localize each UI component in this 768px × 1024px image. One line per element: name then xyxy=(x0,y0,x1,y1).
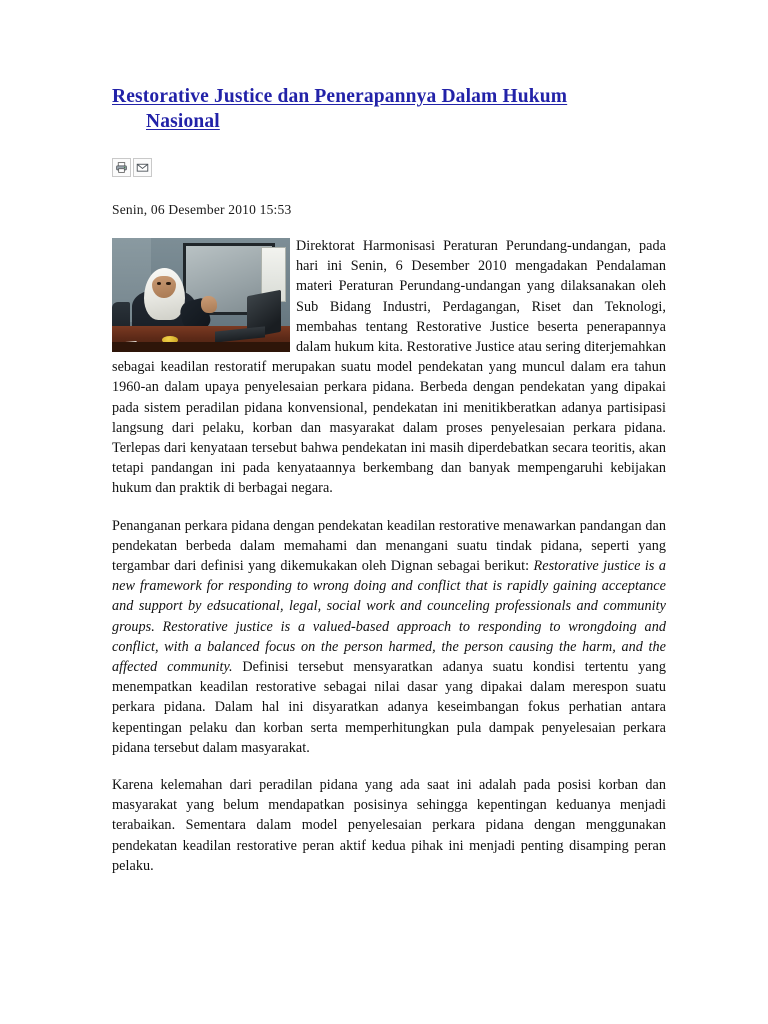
paragraph-1-text: Direktorat Harmonisasi Peraturan Perundang-undangan, pada hari ini Senin, 6 Desember 2010 mengadakan Pendalaman materi Peraturan Perundang-undangan yang dilaksanakan oleh Sub Bidang Industri, Perdagangan, Riset dan Teknologi, membahas tentang Restorative Justice beserta penerapannya dalam hukum kita. Restorative Justice atau sering diterjemahkan sebagai keadilan restoratif merupakan suatu model pendekatan yang muncul dalam era tahun 1960-an dalam upaya penyelesaian perkara pidana. Berbeda dengan pendekatan yang dipakai pada sistem peradilan pidana konvensional, pendekatan ini menitikberatkan adanya partisipasi langsung dari pelaku, korban dan masyarakat dalam proses penyelesaian perkara pidana. Terlepas dari kenyataan tersebut bahwa pendekatan ini masih diperdebatkan secara teoritis, akan tetapi pandangan ini pada kenyataannya berkembang dan banyak mempengaruhi kebijakan hukum dan praktik di berbagai negara. xyxy=(112,238,666,497)
paragraph-2 xyxy=(112,516,666,758)
paragraph-2-outro: Definisi tersebut mensyaratkan adanya suatu kondisi tertentu yang menempatkan keadilan restorative sebagai nilai dasar yang dipakai dalam merespon suatu perkara pidana. Dalam hal ini disyaratkan adanya keseimbangan fokus perhatian antara kepentingan pelaku dan korban serta memperhitungkan pula dampak penyelesaian perkara pidana tersebut dalam masyarakat. xyxy=(112,659,666,756)
paragraph-2-quote: Restorative justice is a new framework for responding to wrong doing and conflict that is rapidly gaining acceptance and support by edsucational, legal, social work and counceling professionals and community groups. Restorative justice is a valued-based approach to responding to wrongdoing and conflict, with a balanced focus on the person harmed, the person causing the harm, and the affected community. xyxy=(112,558,667,676)
photo-desk-front xyxy=(112,342,290,352)
article-title-line-1: Restorative Justice dan Penerapannya Dalam Hukum xyxy=(112,86,568,107)
email-button[interactable] xyxy=(133,158,152,177)
article-date: Senin, 06 Desember 2010 15:53 xyxy=(112,202,292,217)
photo-person-eye-left xyxy=(157,282,161,285)
paragraph-3 xyxy=(112,775,666,876)
envelope-icon xyxy=(136,161,149,174)
article-title-line-2: Nasional xyxy=(146,111,220,132)
printer-icon xyxy=(115,161,128,174)
paragraph-3-text: Karena kelemahan dari peradilan pidana yang ada saat ini adalah pada posisi korban dan masyarakat yang belum mendapatkan posisinya sehingga kepentingan keduanya menjadi terabaikan. Sementara dalam model penyelesaian perkara pidana dengan menggunakan pendekatan keadilan restorative peran aktif kedua pihak ini menjadi penting disamping peran pelaku. xyxy=(112,777,666,874)
print-button[interactable] xyxy=(112,158,131,177)
photo-person-hand xyxy=(201,296,217,313)
page-title xyxy=(112,84,666,134)
article-body xyxy=(112,236,666,876)
article-title-link[interactable] xyxy=(112,86,567,132)
photo-person-eye-right xyxy=(166,282,170,285)
paragraph-2-intro: Penanganan perkara pidana dengan pendekatan keadilan restorative menawarkan pandangan dan pendekatan berbeda dalam memahami dan menangani suatu tindak pidana, seperti yang tergambar dari definisi yang dikemukakan oleh Dignan sebagai berikut: xyxy=(112,517,666,575)
article-photo xyxy=(112,238,290,352)
article-toolbar xyxy=(112,158,666,177)
